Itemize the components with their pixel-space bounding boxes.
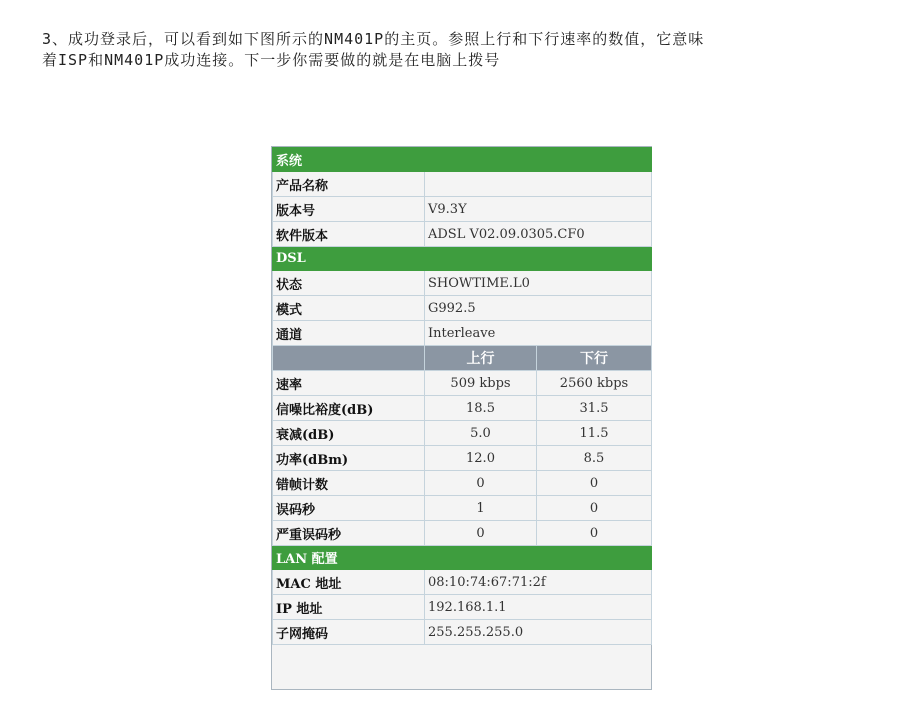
table-row xyxy=(273,371,652,396)
table-row xyxy=(273,222,652,247)
table-row xyxy=(273,620,652,645)
row-value-mac-address: 08:10:74:67:71:2f xyxy=(425,570,652,595)
stat-up-severely-errored-seconds: 0 xyxy=(425,521,537,546)
table-row xyxy=(273,595,652,620)
table-row xyxy=(273,271,652,296)
stat-up-power: 12.0 xyxy=(425,446,537,471)
row-value-status: SHOWTIME.L0 xyxy=(425,271,652,296)
stat-label-power: 功率(dBm) xyxy=(273,446,425,471)
row-label-ip-address: IP 地址 xyxy=(273,595,425,620)
section-header-dsl xyxy=(273,247,652,271)
table-row xyxy=(273,321,652,346)
table-row xyxy=(273,496,652,521)
row-label-subnet-mask: 子网掩码 xyxy=(273,620,425,645)
stat-down-snr-margin: 31.5 xyxy=(537,396,652,421)
row-label-product-name: 产品名称 xyxy=(273,172,425,197)
table-row xyxy=(273,396,652,421)
stat-label-errored-seconds: 误码秒 xyxy=(273,496,425,521)
row-value-subnet-mask: 255.255.255.0 xyxy=(425,620,652,645)
stat-up-frame-errors: 0 xyxy=(425,471,537,496)
section-header-system xyxy=(273,148,652,172)
stat-up-snr-margin: 18.5 xyxy=(425,396,537,421)
table-row xyxy=(273,296,652,321)
intro-paragraph xyxy=(42,29,902,71)
row-value-mode: G992.5 xyxy=(425,296,652,321)
stat-label-severely-errored-seconds: 严重误码秒 xyxy=(273,521,425,546)
stat-down-severely-errored-seconds: 0 xyxy=(537,521,652,546)
stat-up-rate: 509 kbps xyxy=(425,371,537,396)
section-title-dsl: DSL xyxy=(273,247,652,271)
row-value-version: V9.3Y xyxy=(425,197,652,222)
table-row xyxy=(273,421,652,446)
row-value-channel: Interleave xyxy=(425,321,652,346)
table-row xyxy=(273,172,652,197)
section-title-lan: LAN 配置 xyxy=(273,546,652,570)
stat-down-frame-errors: 0 xyxy=(537,471,652,496)
table-row xyxy=(273,471,652,496)
column-header-row xyxy=(273,346,652,371)
stat-label-attenuation: 衰减(dB) xyxy=(273,421,425,446)
intro-line-2: 着ISP和NM401P成功连接。下一步你需要做的就是在电脑上拨号 xyxy=(42,51,501,69)
row-label-mode: 模式 xyxy=(273,296,425,321)
column-header-upstream: 上行 xyxy=(425,346,537,371)
row-value-ip-address: 192.168.1.1 xyxy=(425,595,652,620)
stat-down-attenuation: 11.5 xyxy=(537,421,652,446)
row-label-status: 状态 xyxy=(273,271,425,296)
column-header-blank xyxy=(273,346,425,371)
row-label-channel: 通道 xyxy=(273,321,425,346)
section-title-system: 系统 xyxy=(273,148,652,172)
intro-line-1: 3、成功登录后，可以看到如下图所示的NM401P的主页。参照上行和下行速率的数值，它意味 xyxy=(42,30,705,48)
stat-label-snr-margin: 信噪比裕度(dB) xyxy=(273,396,425,421)
router-status-table xyxy=(272,147,652,645)
row-label-software-version: 软件版本 xyxy=(273,222,425,247)
stat-up-attenuation: 5.0 xyxy=(425,421,537,446)
row-value-product-name xyxy=(425,172,652,197)
table-row xyxy=(273,446,652,471)
row-label-mac-address: MAC 地址 xyxy=(273,570,425,595)
router-status-panel xyxy=(271,146,652,690)
stat-down-power: 8.5 xyxy=(537,446,652,471)
stat-up-errored-seconds: 1 xyxy=(425,496,537,521)
table-row xyxy=(273,521,652,546)
table-row xyxy=(273,197,652,222)
stat-down-errored-seconds: 0 xyxy=(537,496,652,521)
stat-label-rate: 速率 xyxy=(273,371,425,396)
section-header-lan xyxy=(273,546,652,570)
stat-down-rate: 2560 kbps xyxy=(537,371,652,396)
table-row xyxy=(273,570,652,595)
row-value-software-version: ADSL V02.09.0305.CF0 xyxy=(425,222,652,247)
stat-label-frame-errors: 错帧计数 xyxy=(273,471,425,496)
row-label-version: 版本号 xyxy=(273,197,425,222)
column-header-downstream: 下行 xyxy=(537,346,652,371)
